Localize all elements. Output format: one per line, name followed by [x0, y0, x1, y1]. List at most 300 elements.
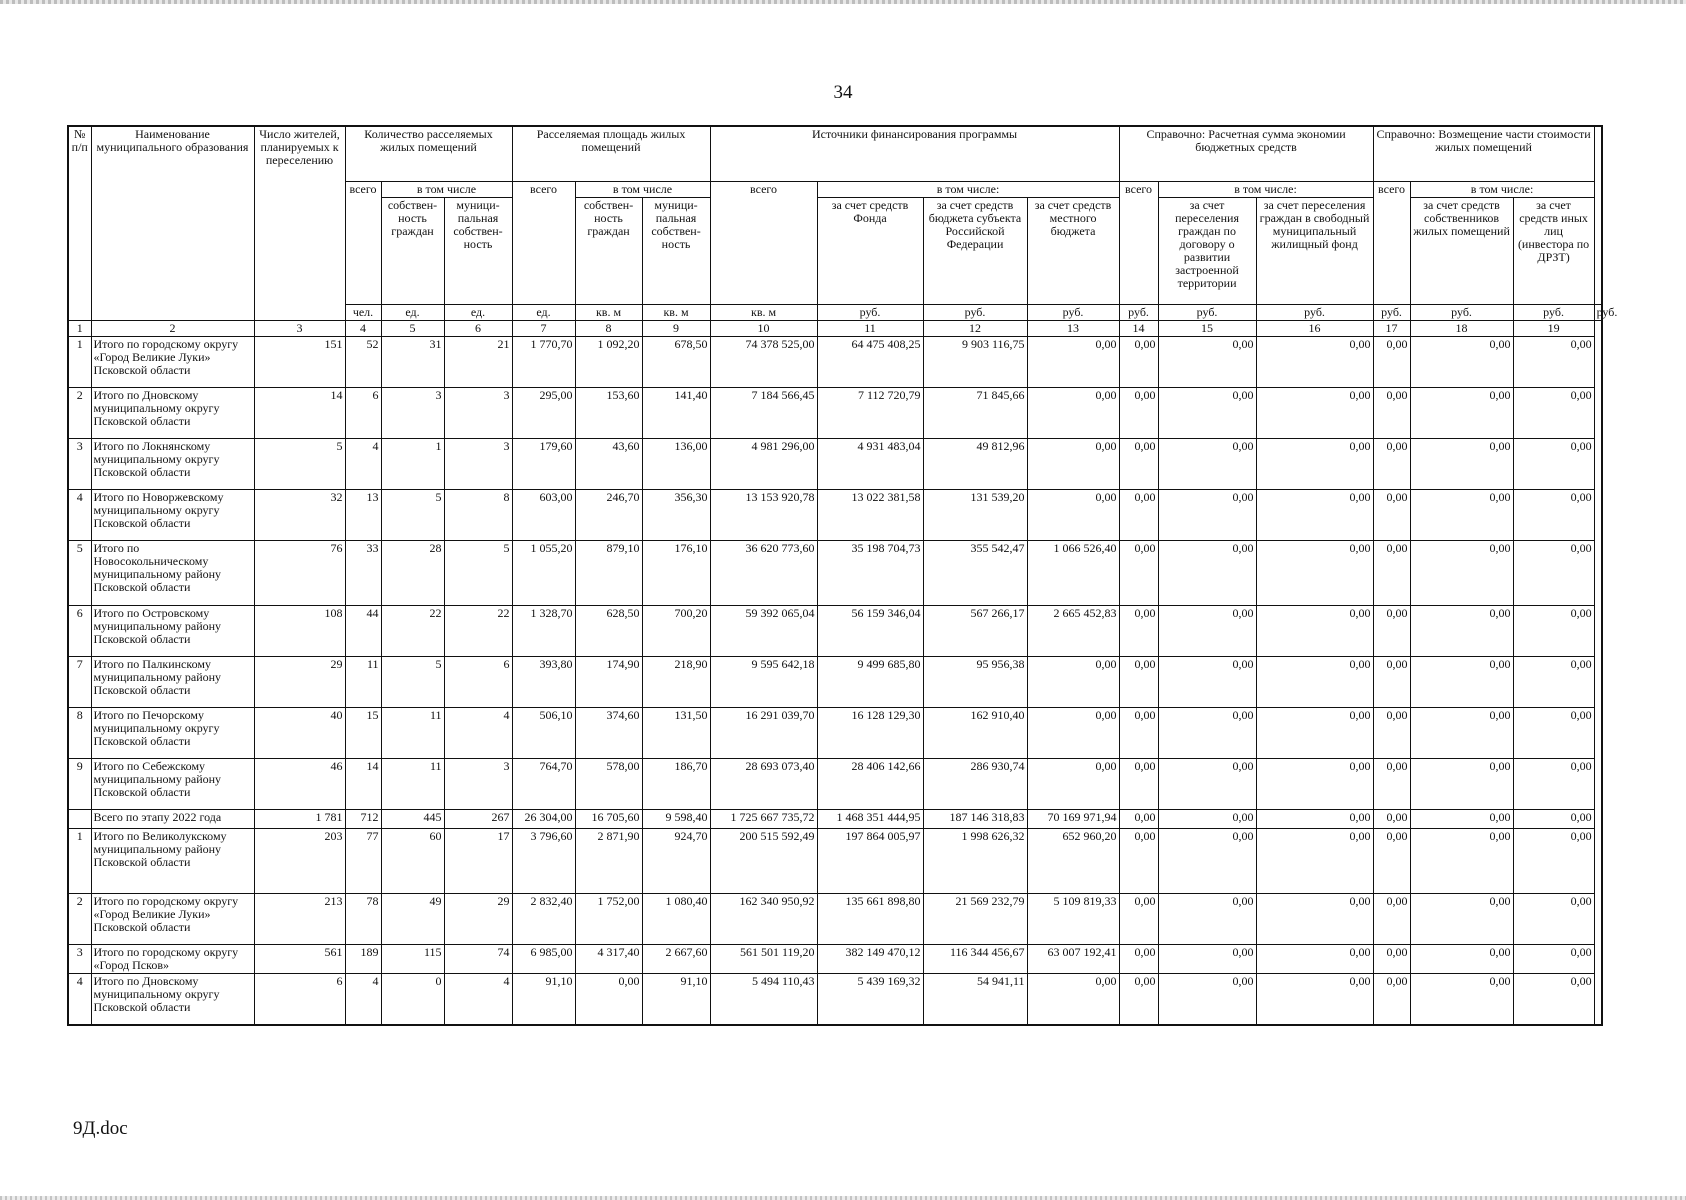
value-cell: 28 406 142,66 — [817, 759, 923, 810]
value-cell: 0,00 — [1158, 708, 1256, 759]
value-cell: 5 494 110,43 — [710, 974, 817, 1026]
header-econ-development: за счет переселения граждан по договору о развитии застроенной территории — [1158, 198, 1256, 305]
unit-cell: кв. м — [710, 305, 817, 321]
header-name: Наименование муниципального образования — [91, 126, 254, 321]
value-cell: 141,40 — [642, 388, 710, 439]
header-comp-other: за счет средств иных лиц (инвестора по ДРЗТ) — [1513, 198, 1594, 305]
header-area-total: всего — [512, 182, 575, 305]
value-cell: 0,00 — [1410, 974, 1513, 1026]
value-cell: 74 — [444, 945, 512, 974]
unit-cell: руб. — [1410, 305, 1513, 321]
value-cell: 0,00 — [1410, 439, 1513, 490]
value-cell: 0,00 — [1256, 439, 1373, 490]
value-cell: 0,00 — [1410, 606, 1513, 657]
value-cell: 393,80 — [512, 657, 575, 708]
value-cell: 5 — [254, 439, 345, 490]
unit-cell: ед. — [381, 305, 444, 321]
value-cell: 0,00 — [1373, 810, 1410, 829]
header-premises-count: Количество расселяемых жилых помещений — [345, 126, 512, 182]
col-index: 5 — [381, 321, 444, 337]
table-row — [68, 708, 1602, 759]
header-compensation-total: всего — [1373, 182, 1410, 305]
unit-cell: руб. — [1373, 305, 1410, 321]
header-fund: за счет средств Фонда — [817, 198, 923, 305]
value-cell: 0,00 — [1256, 974, 1373, 1026]
value-cell: 4 — [444, 974, 512, 1026]
value-cell: 6 — [345, 388, 381, 439]
row-number: 3 — [68, 439, 91, 490]
value-cell: 0,00 — [1373, 945, 1410, 974]
value-cell: 0,00 — [1027, 439, 1119, 490]
value-cell: 0,00 — [1513, 439, 1594, 490]
municipality-name: Итого по Островскому муниципальному району Псковской области — [91, 606, 254, 657]
value-cell: 6 985,00 — [512, 945, 575, 974]
value-cell: 46 — [254, 759, 345, 810]
header-num: № п/п — [68, 126, 91, 321]
header-area-municipal: муници-пальная собствен-ность — [642, 198, 710, 305]
value-cell: 108 — [254, 606, 345, 657]
value-cell: 0,00 — [1119, 337, 1158, 388]
value-cell: 5 — [381, 490, 444, 541]
table-row — [68, 490, 1602, 541]
value-cell: 29 — [254, 657, 345, 708]
col-index: 7 — [512, 321, 575, 337]
value-cell: 0,00 — [1256, 708, 1373, 759]
header-funding: Источники финансирования программы — [710, 126, 1119, 182]
value-cell: 0,00 — [1256, 945, 1373, 974]
municipality-name: Итого по городскому округу «Город Великие Луки» Псковской области — [91, 337, 254, 388]
value-cell: 0,00 — [1158, 337, 1256, 388]
value-cell: 16 291 039,70 — [710, 708, 817, 759]
header-area: Расселяемая площадь жилых помещений — [512, 126, 710, 182]
value-cell: 0,00 — [1027, 759, 1119, 810]
value-cell: 13 022 381,58 — [817, 490, 923, 541]
value-cell: 91,10 — [512, 974, 575, 1026]
value-cell: 4 931 483,04 — [817, 439, 923, 490]
header-funding-total: всего — [710, 182, 817, 305]
value-cell: 95 956,38 — [923, 657, 1027, 708]
header-comp-owners: за счет средств собственников жилых помещений — [1410, 198, 1513, 305]
value-cell: 21 569 232,79 — [923, 894, 1027, 945]
value-cell: 59 392 065,04 — [710, 606, 817, 657]
row-number: 5 — [68, 541, 91, 606]
value-cell: 2 665 452,83 — [1027, 606, 1119, 657]
value-cell: 0,00 — [1373, 974, 1410, 1026]
row-number: 2 — [68, 388, 91, 439]
value-cell: 6 — [444, 657, 512, 708]
value-cell: 49 812,96 — [923, 439, 1027, 490]
value-cell: 7 184 566,45 — [710, 388, 817, 439]
unit-cell: руб. — [817, 305, 923, 321]
value-cell: 0,00 — [1119, 810, 1158, 829]
value-cell: 0,00 — [1119, 945, 1158, 974]
value-cell: 74 378 525,00 — [710, 337, 817, 388]
value-cell: 0,00 — [1158, 810, 1256, 829]
value-cell: 0,00 — [1119, 829, 1158, 894]
table-row — [68, 759, 1602, 810]
value-cell: 176,10 — [642, 541, 710, 606]
value-cell: 382 149 470,12 — [817, 945, 923, 974]
value-cell: 0,00 — [1373, 388, 1410, 439]
value-cell: 0,00 — [1410, 490, 1513, 541]
value-cell: 0 — [381, 974, 444, 1026]
value-cell: 153,60 — [575, 388, 642, 439]
value-cell: 14 — [345, 759, 381, 810]
value-cell: 0,00 — [1119, 388, 1158, 439]
value-cell: 1 781 — [254, 810, 345, 829]
table-row — [68, 810, 1602, 829]
value-cell: 0,00 — [1119, 439, 1158, 490]
row-number: 1 — [68, 829, 91, 894]
value-cell: 189 — [345, 945, 381, 974]
value-cell: 17 — [444, 829, 512, 894]
col-index: 18 — [1410, 321, 1513, 337]
header-local-budget: за счет средств местного бюджета — [1027, 198, 1119, 305]
scan-edge-top — [0, 0, 1686, 4]
value-cell: 0,00 — [1513, 945, 1594, 974]
table-row — [68, 945, 1602, 974]
value-cell: 0,00 — [1256, 657, 1373, 708]
value-cell: 91,10 — [642, 974, 710, 1026]
municipality-name: Итого по Печорскому муниципальному округу Псковской области — [91, 708, 254, 759]
value-cell: 1 752,00 — [575, 894, 642, 945]
header-subject-budget: за счет средств бюджета субъекта Российской Федерации — [923, 198, 1027, 305]
unit-cell: кв. м — [575, 305, 642, 321]
col-index: 15 — [1158, 321, 1256, 337]
value-cell: 187 146 318,83 — [923, 810, 1027, 829]
footer-filename: 9Д.doc — [73, 1118, 128, 1139]
value-cell: 0,00 — [1513, 388, 1594, 439]
value-cell: 0,00 — [1256, 388, 1373, 439]
value-cell: 0,00 — [1256, 810, 1373, 829]
table-row — [68, 439, 1602, 490]
unit-cell: ед. — [444, 305, 512, 321]
value-cell: 445 — [381, 810, 444, 829]
column-index-row — [68, 321, 1602, 337]
value-cell: 0,00 — [1158, 541, 1256, 606]
value-cell: 40 — [254, 708, 345, 759]
scan-edge-bottom — [0, 1196, 1686, 1200]
value-cell: 0,00 — [1158, 894, 1256, 945]
unit-cell: руб. — [1119, 305, 1158, 321]
value-cell: 0,00 — [1410, 657, 1513, 708]
row-number: 1 — [68, 337, 91, 388]
municipality-name: Итого по городскому округу «Город Великие Луки» Псковской области — [91, 894, 254, 945]
value-cell: 0,00 — [1513, 810, 1594, 829]
value-cell: 1 328,70 — [512, 606, 575, 657]
value-cell: 77 — [345, 829, 381, 894]
value-cell: 0,00 — [1410, 388, 1513, 439]
value-cell: 22 — [381, 606, 444, 657]
value-cell: 0,00 — [1410, 894, 1513, 945]
value-cell: 11 — [345, 657, 381, 708]
value-cell: 0,00 — [1119, 490, 1158, 541]
value-cell: 267 — [444, 810, 512, 829]
value-cell: 174,90 — [575, 657, 642, 708]
value-cell: 0,00 — [1158, 439, 1256, 490]
header-premises-citizens: собствен-ность граждан — [381, 198, 444, 305]
value-cell: 218,90 — [642, 657, 710, 708]
value-cell: 136,00 — [642, 439, 710, 490]
value-cell: 35 198 704,73 — [817, 541, 923, 606]
value-cell: 0,00 — [1256, 337, 1373, 388]
value-cell: 213 — [254, 894, 345, 945]
value-cell: 8 — [444, 490, 512, 541]
value-cell: 1 468 351 444,95 — [817, 810, 923, 829]
value-cell: 374,60 — [575, 708, 642, 759]
header-economy: Справочно: Расчетная сумма экономии бюджетных средств — [1119, 126, 1373, 182]
header-row-1 — [68, 126, 1602, 182]
value-cell: 11 — [381, 759, 444, 810]
value-cell: 63 007 192,41 — [1027, 945, 1119, 974]
municipality-name: Итого по Палкинскому муниципальному району Псковской области — [91, 657, 254, 708]
header-economy-including: в том числе: — [1158, 182, 1373, 198]
header-residents: Число жителей, планируемых к переселению — [254, 126, 345, 321]
value-cell: 3 — [381, 388, 444, 439]
value-cell: 356,30 — [642, 490, 710, 541]
value-cell: 32 — [254, 490, 345, 541]
table-row — [68, 541, 1602, 606]
value-cell: 186,70 — [642, 759, 710, 810]
municipality-name: Итого по Новосокольническому муниципальному району Псковской области — [91, 541, 254, 606]
value-cell: 0,00 — [1256, 606, 1373, 657]
value-cell: 16 705,60 — [575, 810, 642, 829]
value-cell: 0,00 — [1158, 759, 1256, 810]
header-econ-free-fund: за счет переселения граждан в свободный муниципальный жилищный фонд — [1256, 198, 1373, 305]
value-cell: 15 — [345, 708, 381, 759]
municipality-name: Итого по Новоржевскому муниципальному округу Псковской области — [91, 490, 254, 541]
value-cell: 678,50 — [642, 337, 710, 388]
value-cell: 0,00 — [1256, 829, 1373, 894]
col-index: 17 — [1373, 321, 1410, 337]
value-cell: 70 169 971,94 — [1027, 810, 1119, 829]
value-cell: 4 — [345, 439, 381, 490]
col-index: 6 — [444, 321, 512, 337]
value-cell: 78 — [345, 894, 381, 945]
value-cell: 0,00 — [1027, 337, 1119, 388]
municipality-name: Итого по городскому округу «Город Псков» — [91, 945, 254, 974]
value-cell: 197 864 005,97 — [817, 829, 923, 894]
value-cell: 64 475 408,25 — [817, 337, 923, 388]
value-cell: 246,70 — [575, 490, 642, 541]
value-cell: 0,00 — [1410, 945, 1513, 974]
value-cell: 33 — [345, 541, 381, 606]
value-cell: 29 — [444, 894, 512, 945]
unit-cell: чел. — [345, 305, 381, 321]
value-cell: 43,60 — [575, 439, 642, 490]
value-cell: 0,00 — [1158, 388, 1256, 439]
table-row — [68, 974, 1602, 1026]
page-number: 34 — [833, 82, 853, 103]
unit-cell: руб. — [1158, 305, 1256, 321]
table-row — [68, 657, 1602, 708]
row-number — [68, 810, 91, 829]
header-compensation: Справочно: Возмещение части стоимости жилых помещений — [1373, 126, 1594, 182]
value-cell: 0,00 — [1373, 541, 1410, 606]
table-row — [68, 894, 1602, 945]
value-cell: 0,00 — [1373, 490, 1410, 541]
value-cell: 0,00 — [1410, 759, 1513, 810]
value-cell: 5 — [444, 541, 512, 606]
value-cell: 11 — [381, 708, 444, 759]
value-cell: 0,00 — [1373, 439, 1410, 490]
col-index: 19 — [1513, 321, 1594, 337]
value-cell: 151 — [254, 337, 345, 388]
row-number: 8 — [68, 708, 91, 759]
value-cell: 9 595 642,18 — [710, 657, 817, 708]
header-economy-total: всего — [1119, 182, 1158, 305]
row-number: 9 — [68, 759, 91, 810]
value-cell: 0,00 — [1410, 708, 1513, 759]
value-cell: 0,00 — [575, 974, 642, 1026]
municipality-name: Итого по Локнянскому муниципальному округу Псковской области — [91, 439, 254, 490]
value-cell: 162 910,40 — [923, 708, 1027, 759]
value-cell: 71 845,66 — [923, 388, 1027, 439]
value-cell: 116 344 456,67 — [923, 945, 1027, 974]
header-compensation-including: в том числе: — [1410, 182, 1594, 198]
col-index: 11 — [817, 321, 923, 337]
value-cell: 131 539,20 — [923, 490, 1027, 541]
unit-cell: кв. м — [642, 305, 710, 321]
header-area-citizens: собствен-ность граждан — [575, 198, 642, 305]
value-cell: 0,00 — [1373, 657, 1410, 708]
col-index: 4 — [345, 321, 381, 337]
value-cell: 5 439 169,32 — [817, 974, 923, 1026]
value-cell: 0,00 — [1410, 829, 1513, 894]
value-cell: 561 — [254, 945, 345, 974]
value-cell: 3 — [444, 388, 512, 439]
value-cell: 0,00 — [1373, 759, 1410, 810]
value-cell: 44 — [345, 606, 381, 657]
value-cell: 0,00 — [1513, 657, 1594, 708]
value-cell: 0,00 — [1513, 759, 1594, 810]
value-cell: 9 598,40 — [642, 810, 710, 829]
value-cell: 3 — [444, 439, 512, 490]
value-cell: 0,00 — [1158, 974, 1256, 1026]
value-cell: 135 661 898,80 — [817, 894, 923, 945]
unit-cell: руб. — [1027, 305, 1119, 321]
value-cell: 0,00 — [1027, 974, 1119, 1026]
col-index: 1 — [68, 321, 91, 337]
col-index: 3 — [254, 321, 345, 337]
value-cell: 115 — [381, 945, 444, 974]
row-number: 4 — [68, 974, 91, 1026]
municipality-name: Всего по этапу 2022 года — [91, 810, 254, 829]
value-cell: 0,00 — [1119, 606, 1158, 657]
value-cell: 5 109 819,33 — [1027, 894, 1119, 945]
value-cell: 4 — [345, 974, 381, 1026]
table-body — [68, 337, 1602, 1026]
value-cell: 6 — [254, 974, 345, 1026]
header-premises-total: всего — [345, 182, 381, 305]
value-cell: 200 515 592,49 — [710, 829, 817, 894]
value-cell: 0,00 — [1119, 708, 1158, 759]
value-cell: 49 — [381, 894, 444, 945]
value-cell: 36 620 773,60 — [710, 541, 817, 606]
value-cell: 1 — [381, 439, 444, 490]
value-cell: 0,00 — [1513, 829, 1594, 894]
value-cell: 0,00 — [1256, 490, 1373, 541]
col-index: 14 — [1119, 321, 1158, 337]
value-cell: 31 — [381, 337, 444, 388]
value-cell: 0,00 — [1119, 657, 1158, 708]
value-cell: 1 725 667 735,72 — [710, 810, 817, 829]
value-cell: 0,00 — [1158, 606, 1256, 657]
value-cell: 4 — [444, 708, 512, 759]
value-cell: 4 981 296,00 — [710, 439, 817, 490]
value-cell: 2 667,60 — [642, 945, 710, 974]
value-cell: 1 770,70 — [512, 337, 575, 388]
header-premises-municipal: муници-пальная собствен-ность — [444, 198, 512, 305]
value-cell: 28 693 073,40 — [710, 759, 817, 810]
row-number: 4 — [68, 490, 91, 541]
col-index: 10 — [710, 321, 817, 337]
value-cell: 13 153 920,78 — [710, 490, 817, 541]
value-cell: 16 128 129,30 — [817, 708, 923, 759]
value-cell: 0,00 — [1119, 541, 1158, 606]
value-cell: 13 — [345, 490, 381, 541]
value-cell: 0,00 — [1027, 388, 1119, 439]
table-row — [68, 388, 1602, 439]
value-cell: 652 960,20 — [1027, 829, 1119, 894]
unit-cell: руб. — [1256, 305, 1373, 321]
value-cell: 26 304,00 — [512, 810, 575, 829]
unit-cell: руб. — [1513, 305, 1594, 321]
value-cell: 9 903 116,75 — [923, 337, 1027, 388]
value-cell: 628,50 — [575, 606, 642, 657]
value-cell: 0,00 — [1513, 974, 1594, 1026]
unit-cell: ед. — [512, 305, 575, 321]
value-cell: 9 499 685,80 — [817, 657, 923, 708]
value-cell: 506,10 — [512, 708, 575, 759]
col-index: 2 — [91, 321, 254, 337]
municipality-name: Итого по Дновскому муниципальному округу Псковской области — [91, 388, 254, 439]
value-cell: 3 796,60 — [512, 829, 575, 894]
value-cell: 924,70 — [642, 829, 710, 894]
value-cell: 4 317,40 — [575, 945, 642, 974]
value-cell: 0,00 — [1256, 759, 1373, 810]
value-cell: 0,00 — [1158, 490, 1256, 541]
value-cell: 0,00 — [1027, 657, 1119, 708]
value-cell: 2 832,40 — [512, 894, 575, 945]
unit-cell: руб. — [1594, 305, 1602, 321]
value-cell: 1 080,40 — [642, 894, 710, 945]
municipality-name: Итого по Великолукскому муниципальному району Псковской области — [91, 829, 254, 894]
value-cell: 0,00 — [1158, 657, 1256, 708]
municipality-name: Итого по Дновскому муниципальному округу Псковской области — [91, 974, 254, 1026]
value-cell: 700,20 — [642, 606, 710, 657]
value-cell: 179,60 — [512, 439, 575, 490]
value-cell: 603,00 — [512, 490, 575, 541]
value-cell: 3 — [444, 759, 512, 810]
value-cell: 0,00 — [1027, 490, 1119, 541]
header-premises-including: в том числе — [381, 182, 512, 198]
value-cell: 0,00 — [1256, 541, 1373, 606]
value-cell: 0,00 — [1158, 945, 1256, 974]
value-cell: 0,00 — [1373, 606, 1410, 657]
value-cell: 561 501 119,20 — [710, 945, 817, 974]
value-cell: 131,50 — [642, 708, 710, 759]
value-cell: 56 159 346,04 — [817, 606, 923, 657]
value-cell: 0,00 — [1256, 894, 1373, 945]
value-cell: 7 112 720,79 — [817, 388, 923, 439]
value-cell: 22 — [444, 606, 512, 657]
value-cell: 712 — [345, 810, 381, 829]
value-cell: 1 066 526,40 — [1027, 541, 1119, 606]
value-cell: 0,00 — [1410, 337, 1513, 388]
municipality-name: Итого по Себежскому муниципальному району Псковской области — [91, 759, 254, 810]
value-cell: 14 — [254, 388, 345, 439]
